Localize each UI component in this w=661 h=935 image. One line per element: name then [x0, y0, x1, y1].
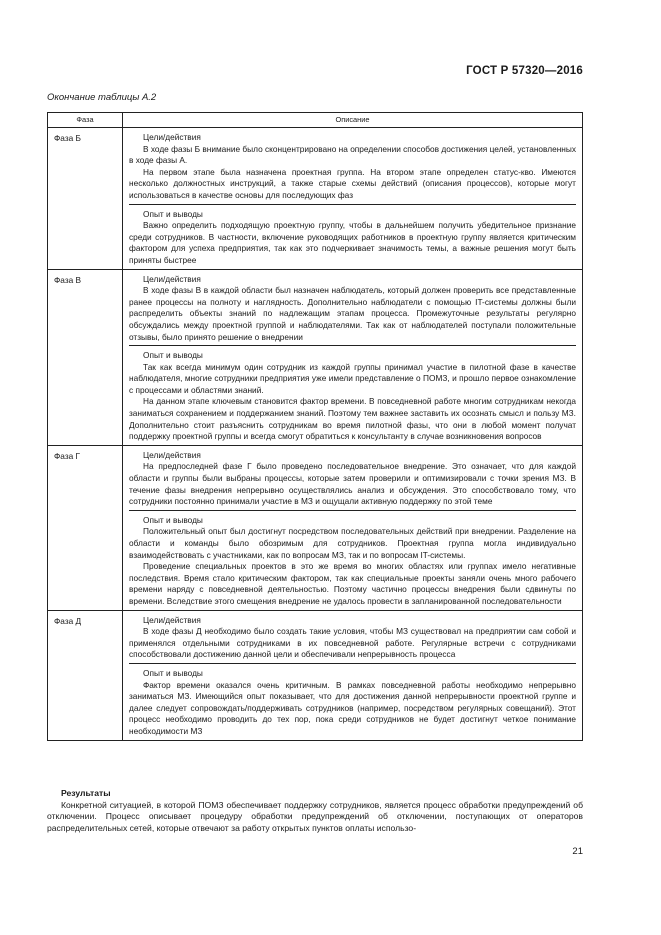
- phase-cell: Фаза В: [48, 269, 123, 445]
- table-row: [48, 128, 583, 270]
- phase-cell: Фаза Б: [48, 128, 123, 270]
- phases-table: [47, 112, 583, 741]
- block-paragraph: На данном этапе ключевым становится фактор времени. В повседневной работе многим сотрудникам некогда заниматься сохранением и поддержанием знаний. Поэтому тем важнее заставить их осознать смысл и пользу МЗ. Дополнительно стоит разъяснить сотрудникам во время пилотной фазы, что они в любой момент получат поддержку проектной группы и всегда смогут обратиться к консультанту в случае возникновения вопросов: [129, 396, 576, 442]
- block-paragraph: В ходе фазы Д необходимо было создать такие условия, чтобы МЗ существовал на предприятии сам собой и применялся отдельными сотрудниками в их повседневной работе. Регулярные встречи с сотрудниками способствовали достижению данной цели и обеспечивали непрерывность процесса: [129, 626, 576, 660]
- goals-actions-block: [129, 128, 576, 204]
- block-heading: Цели/действия: [143, 132, 201, 142]
- table-row: [48, 269, 583, 445]
- table-row: [48, 445, 583, 610]
- block-heading: Цели/действия: [143, 449, 201, 460]
- description-cell: [123, 128, 583, 270]
- results-text: Конкретной ситуацией, в которой ПОМЗ обеспечивает поддержку сотрудников, является процесс обработки предупреждений об отключении. Процесс описывает процедуру обработки предупреждений об отключении, поступающих от операторов распределительных сетей, которые отвечают за работу открытых пунктов оплаты использо-: [47, 799, 583, 833]
- block-paragraph: В ходе фазы Б внимание было сконцентрировано на определении способов достижения целей, установленных в ходе фазы А.: [129, 143, 576, 166]
- block-heading: Опыт и выводы: [143, 350, 203, 361]
- table-caption: Окончание таблицы А.2: [47, 92, 157, 103]
- block-paragraph: На предпоследней фазе Г было проведено последовательное внедрение. Это означает, что для каждой области и группы были выбраны процессы, которые затем проверили и оптимизировали с точки зрения МЗ. В течение фазы внедрения непрерывно осуществлялись анализ и обсуждения. Это способствовало тому, что сотрудники постоянно принимали участие в МЗ и ощущали активную поддержку по этой теме: [129, 461, 576, 507]
- block-heading: Цели/действия: [143, 273, 201, 284]
- document-code: ГОСТ Р 57320—2016: [466, 65, 583, 77]
- description-cell: [123, 610, 583, 740]
- block-paragraph: Так как всегда минимум один сотрудник из каждой группы принимал участие в пилотной фазе в качестве наблюдателя, многие сотрудники предприятия уже имели представление о ПОМЗ, и прошло первое ознакомление с процессами и областями знаний.: [129, 361, 576, 395]
- experience-conclusions-block: [129, 204, 576, 269]
- table-header-row: [48, 113, 583, 128]
- phase-cell: Фаза Д: [48, 610, 123, 740]
- block-heading: Опыт и выводы: [143, 208, 203, 219]
- description-cell: [123, 269, 583, 445]
- description-cell: [123, 445, 583, 610]
- block-paragraph: В ходе фазы В в каждой области был назначен наблюдатель, который должен проверить все представленные ранее процессы на полноту и наглядность. Дополнительно наблюдатели с помощью IT-системы должны были распределить объекты знаний по надлежащим этапам процесса. Промежуточные результаты регулярно обсуждались между проектной группой и наблюдателями. Так как от наблюдателей поступали положительные отзывы, было принято решение о внедрении: [129, 285, 576, 342]
- block-paragraph: Фактор времени оказался очень критичным. В рамках повседневной работы необходимо непрерывно заниматься МЗ. Имеющийся опыт показывает, что для достижения данной непрерывности проектной группе и далее следует сопровождать/поддерживать сотрудников (например, посредством регулярных совещаний). Этот процесс необходимо проводить до тех пор, пока среди сотрудников не будет достигнут четкое понимание необходимости МЗ: [129, 679, 576, 736]
- block-heading: Опыт и выводы: [143, 667, 203, 678]
- experience-conclusions-block: [129, 510, 576, 610]
- block-paragraph: Важно определить подходящую проектную группу, чтобы в дальнейшем получить убедительное признание среди сотрудников. В частности, включение руководящих работников в проектную группу является критическим фактором для успеха предприятия, так как это подчеркивает значимость темы, а важные решения могут быть приняты быстрее: [129, 220, 576, 265]
- block-heading: Опыт и выводы: [143, 514, 203, 525]
- experience-conclusions-block: [129, 345, 576, 445]
- phase-cell: Фаза Г: [48, 445, 123, 610]
- block-paragraph: На первом этапе была назначена проектная группа. На втором этапе определен статус-кво. Имеются несколько должностных инструкций, а также старые схемы действий (описания процессов), которые могут использоваться в качестве основы для последующих фаз: [129, 166, 576, 200]
- table-row: [48, 610, 583, 740]
- header-description: Описание: [123, 113, 583, 128]
- experience-conclusions-block: [129, 663, 576, 740]
- goals-actions-block: [129, 270, 576, 346]
- results-title: Результаты: [61, 788, 111, 798]
- block-heading: Цели/действия: [143, 614, 201, 625]
- block-paragraph: Положительный опыт был достигнут посредством последовательных действий при внедрении. Разделение на области и команды было обозримым для сотрудников. Проектная группа могла индивидуально взаимодействовать с участниками, как по вопросам МЗ, так и по вопросам IT-системы.: [129, 526, 576, 560]
- block-paragraph: Проведение специальных проектов в это же время во многих областях или группах имело негативные последствия. Время стало критическим фактором, так как специальные проекты заняли очень много рабочего времени наряду с повседневной деятельностью. Поэтому частично процессы внедрения были сдвинуты по времени. Вследствие этого смещения внедрение не удалось провести в запланированной последовательности: [129, 561, 576, 606]
- header-phase: Фаза: [48, 113, 123, 128]
- results-section: [47, 788, 583, 834]
- goals-actions-block: [129, 446, 576, 510]
- page-number: 21: [572, 846, 583, 857]
- goals-actions-block: [129, 611, 576, 663]
